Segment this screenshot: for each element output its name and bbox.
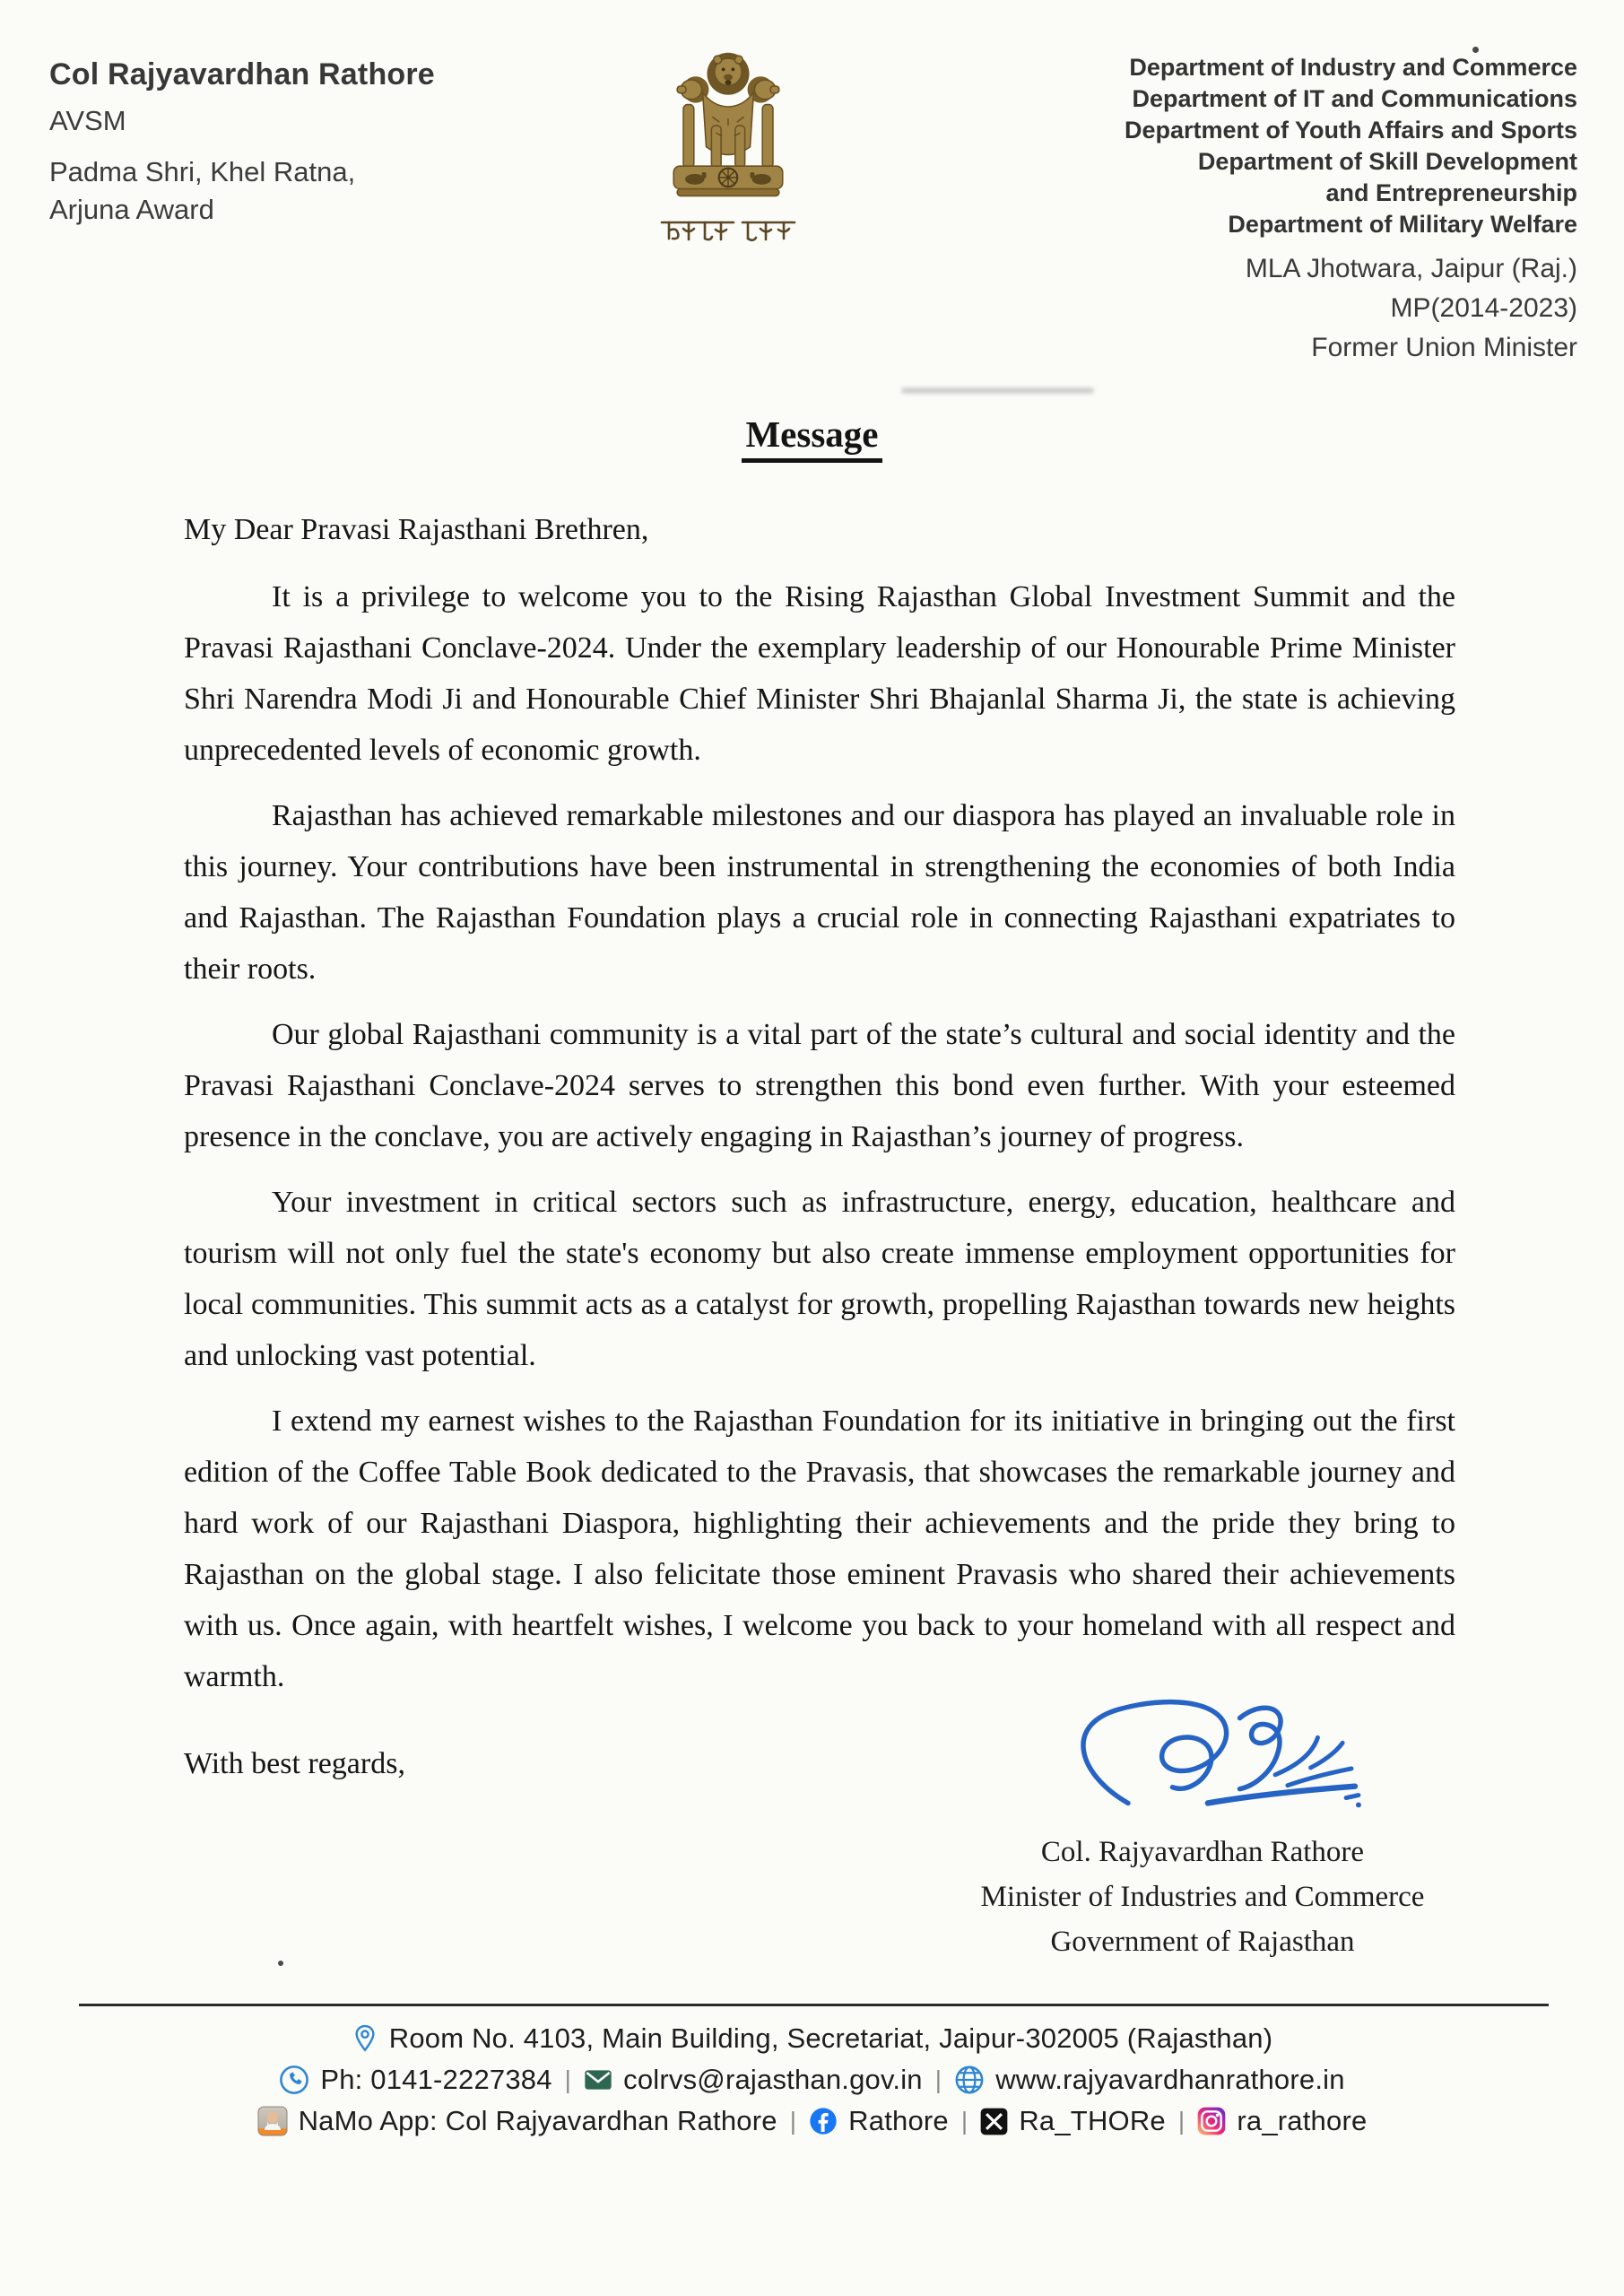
globe-icon: [954, 2065, 985, 2095]
scan-speck: [278, 1961, 283, 1966]
footer-address: Room No. 4103, Main Building, Secretariat, Jaipur-302005 (Rajasthan): [388, 2022, 1273, 2054]
footer-social-line: [0, 2105, 1624, 2137]
salutation: My Dear Pravasi Rajasthani Brethren,: [184, 513, 649, 546]
paragraph-3: Our global Rajasthani community is a vital part of the state’s cultural and social identity and the Pravasi Rajasthani Conclave-2024 serves to strengthen this bond even further. With your esteemed presence in the conclave, you are actively engaging in Rajasthan’s journey of progress.: [184, 1018, 1455, 1153]
footer-contact-line: [0, 2064, 1624, 2096]
signature-ink: [969, 1688, 1436, 1839]
emblem-motto: [658, 217, 798, 246]
department-line: Department of IT and Communications: [1132, 85, 1577, 112]
paragraph-1: It is a privilege to welcome you to the Rising Rajasthan Global Investment Summit and the Pravasi Rajasthani Conclave-2024. Under the exemplary leadership of our Honourable Prime Minister Shri Narendra Modi Ji and Honourable Chief Minister Shri Bhajanlal Sharma Ji, the state is achieving unprecedented levels of economic growth.: [184, 580, 1455, 767]
signatory-org: Government of Rajasthan: [1050, 1926, 1355, 1958]
letter-title: Message: [742, 413, 881, 463]
signatory-title: Minister of Industries and Commerce: [980, 1881, 1425, 1913]
scan-smudge: [901, 387, 1094, 394]
letterhead: [0, 0, 1624, 368]
position-line: MP(2014-2023): [1390, 293, 1577, 323]
phone-icon: [279, 2065, 309, 2095]
sender-name: Col Rajyavardhan Rathore: [49, 57, 435, 91]
department-line: Department of Skill Development: [1197, 148, 1577, 175]
emblem-block: [471, 41, 986, 368]
separator: |: [1177, 2107, 1185, 2135]
instagram-icon: [1197, 2107, 1226, 2135]
sender-name-block: [49, 57, 471, 368]
email-icon: [584, 2069, 612, 2091]
footer-namo: NaMo App: Col Rajyavardhan Rathore: [298, 2105, 777, 2136]
position-line: Former Union Minister: [1311, 333, 1577, 362]
positions-block: [986, 249, 1577, 368]
separator: |: [789, 2107, 797, 2135]
signatory-name: Col. Rajyavardhan Rathore: [1040, 1836, 1365, 1868]
namo-app-icon: [257, 2106, 288, 2136]
state-emblem-icon: [666, 41, 790, 217]
separator: |: [960, 2107, 968, 2135]
signature-block: [916, 1688, 1489, 1964]
footer-facebook: Rathore: [848, 2105, 949, 2136]
footer-divider: [79, 2004, 1549, 2006]
facebook-icon: [809, 2107, 838, 2135]
sender-awards: Padma Shri, Khel Ratna, Arjuna Award: [49, 156, 356, 225]
x-twitter-icon: [980, 2108, 1008, 2135]
footer-address-line: [0, 2022, 1624, 2055]
position-line: MLA Jhotwara, Jaipur (Raj.): [1245, 254, 1577, 283]
footer-instagram: ra_rathore: [1237, 2105, 1368, 2136]
sender-honor: AVSM: [49, 105, 126, 136]
separator: |: [564, 2066, 572, 2093]
paragraph-5: I extend my earnest wishes to the Rajasthan Foundation for its initiative in bringing out the first edition of the Coffee Table Book dedicated to the Pravasis, that showcases the remarkable journey and hard work of our Rajasthani Diaspora, highlighting their achievements and the pride they bring to Rajasthan on the global stage. I also felicitate those eminent Pravasis who shared their achievements with us. Once again, with heartfelt wishes, I welcome you back to your homeland with all respect and warmth.: [184, 1405, 1455, 1693]
footer-email: colrvs@rajasthan.gov.in: [623, 2064, 923, 2095]
letter-body: [184, 504, 1455, 1702]
footer-website: www.rajyavardhanrathore.in: [995, 2064, 1345, 2095]
footer-phone: Ph: 0141-2227384: [320, 2064, 552, 2095]
department-line: Department of Military Welfare: [1228, 211, 1577, 238]
footer-x-handle: Ra_THORe: [1019, 2105, 1166, 2136]
department-line: Department of Youth Affairs and Sports: [1124, 117, 1577, 144]
paragraph-4: Your investment in critical sectors such as infrastructure, energy, education, healthcare and tourism will not only fuel the state's economy but also create immense employment opportunities for local communities. This summit acts as a catalyst for growth, propelling Rajasthan towards new heights and unlocking vast potential.: [184, 1186, 1455, 1372]
separator: |: [934, 2066, 942, 2093]
closing-salutation: With best regards,: [184, 1747, 405, 1780]
location-pin-icon: [352, 2023, 378, 2054]
scan-speck: [1472, 47, 1479, 53]
departments-block: [986, 52, 1577, 368]
paragraph-2: Rajasthan has achieved remarkable milestones and our diaspora has played an invaluable role in this journey. Your contributions have been instrumental in strengthening the economies of both India and Rajasthan. The Rajasthan Foundation plays a crucial role in connecting Rajasthani expatriates to their roots.: [184, 799, 1455, 986]
department-line: and Entrepreneurship: [1325, 179, 1577, 206]
department-line: Department of Industry and Commerce: [1129, 54, 1577, 81]
